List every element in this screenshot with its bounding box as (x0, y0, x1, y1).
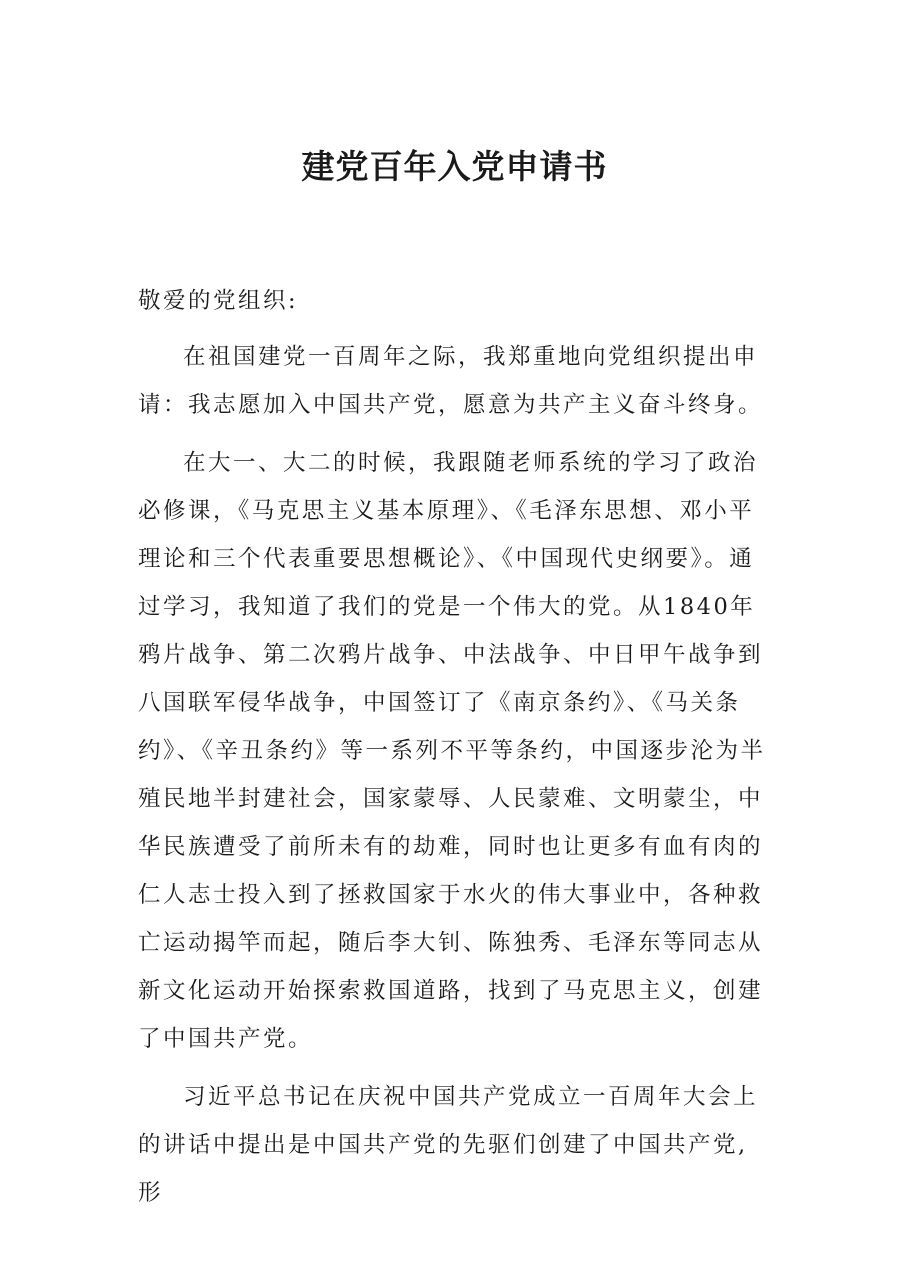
document-body (138, 277, 768, 1227)
paragraph-speech: 习近平总书记在庆祝中国共产党成立一百周年大会上的讲话中提出是中国共产党的先驱们创建了中国共产党,形 (138, 1084, 759, 1206)
paragraph-application: 在祖国建党一百周年之际，我郑重地向党组织提出申请：我志愿加入中国共产党，愿意为共产主义奋斗终身。 (138, 344, 764, 418)
document-title: 建党百年入党申请书 (301, 147, 608, 186)
salutation: 敬爱的党组织: (138, 288, 299, 314)
paragraph-history: 在大一、大二的时候，我跟随老师系统的学习了政治必修课，《马克思主义基本原理》、《毛泽东思想、邓小平理论和三个代表重要思想概论》、《中国现代史纲要》。通过学习，我知道了我们的党是一个伟大的党。从1840年鸦片战争、第二次鸦片战争、中法战争、中日甲午战争到八国联军侵华战争，中国签订了《南京条约》、《马关条约》、《辛丑条约》等一系列不平等条约，中国逐步沦为半殖民地半封建社会，国家蒙辱、人民蒙难、文明蒙尘，中华民族遭受了前所未有的劫难，同时也让更多有血有肉的仁人志士投入到了拯救国家于水火的伟大事业中，各种救亡运动揭竿而起，随后李大钊、陈独秀、毛泽东等同志从新文化运动开始探索救国道路，找到了马克思主义，创建了中国共产党。 (138, 450, 766, 1052)
